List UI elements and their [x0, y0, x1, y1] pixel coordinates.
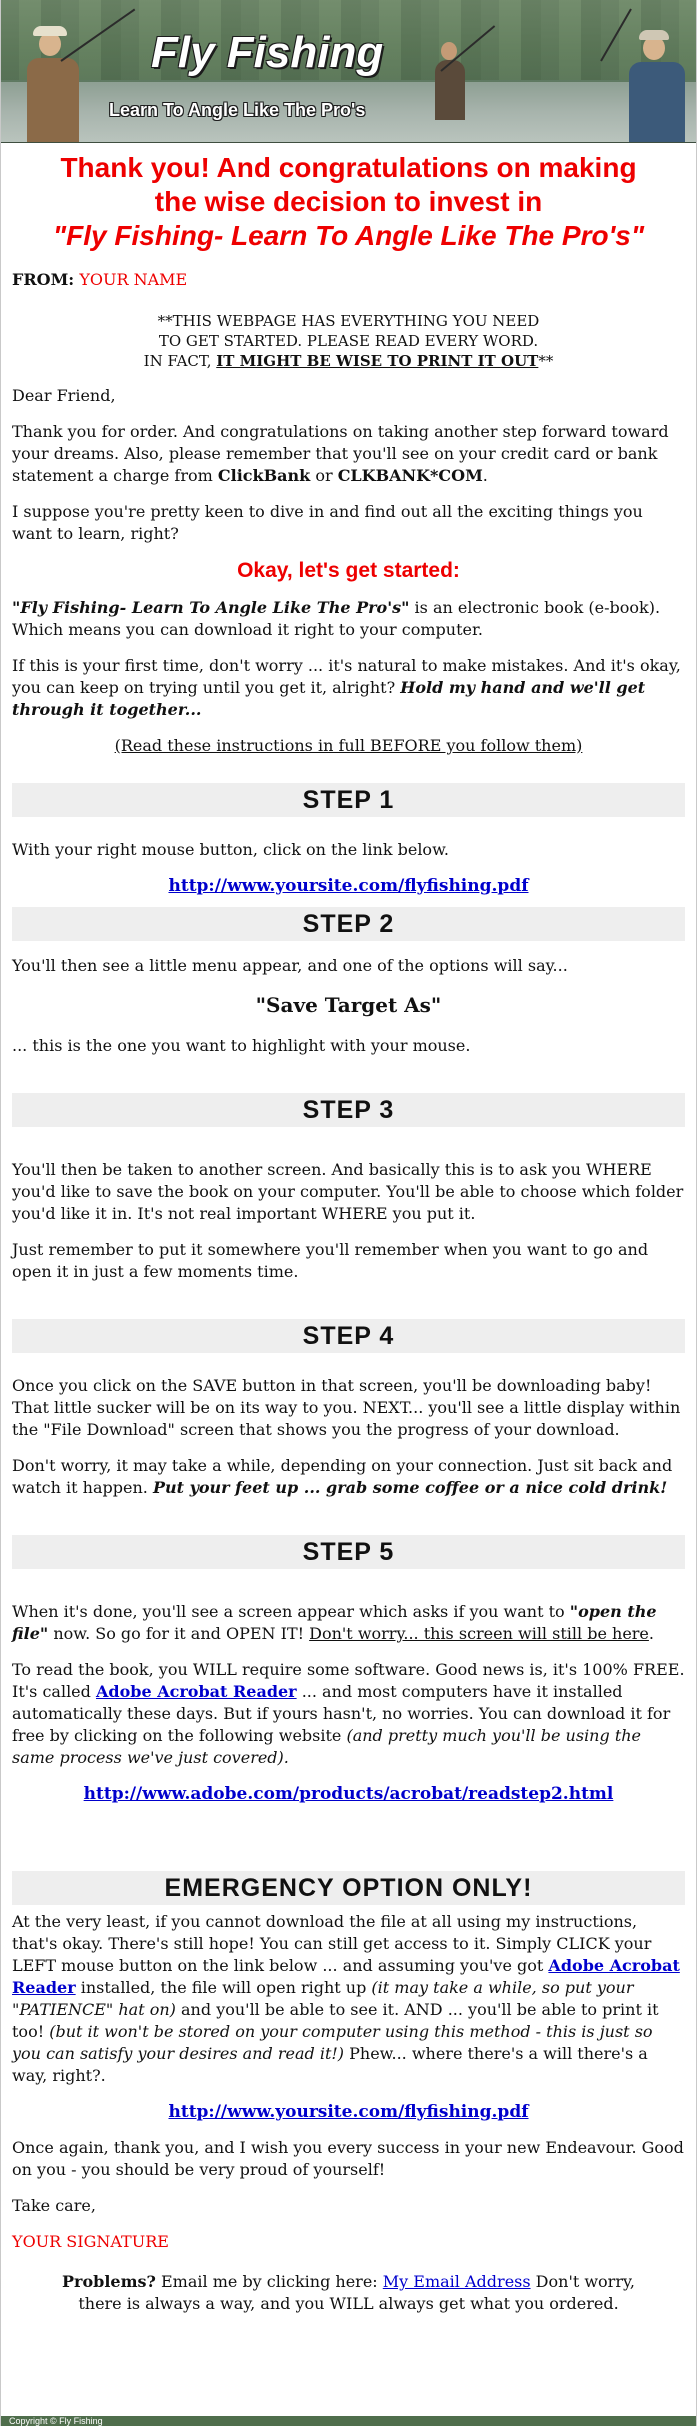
problems-label: Problems?: [62, 2272, 156, 2291]
feet-up-text: Put your feet up ... grab some coffee or a nice cold drink!: [152, 1478, 668, 1497]
headline-line-3: [12, 219, 685, 253]
notice-line-3a: IN FACT,: [143, 352, 212, 370]
step-2-after-text: ... this is the one you want to highlight with your mouse.: [12, 1036, 471, 1055]
step-1-text: With your right mouse button, click on the link below.: [12, 840, 449, 859]
problems-always-a-way: there is always a way, and you WILL always get what you ordered.: [78, 2294, 619, 2313]
from-name: YOUR NAME: [79, 270, 188, 289]
main-content: [1, 151, 696, 2315]
step-5-p1-end: .: [648, 1624, 654, 1643]
step-5-p2-more: ... and most computers have it installed automatically these days. But if yours hasn't, no worries. You can download it for free by clicking on the following website: [12, 1682, 671, 1745]
emergency-phew-text: Phew... where there's a will there's a way, right?.: [12, 2044, 648, 2085]
intro-p1-text: Thank you for order. And congratulations on taking another step forward toward your dreams. Also, please remember that you'll see on your credit card or bank statement a charge from: [12, 422, 669, 485]
intro-paragraph-2: I suppose you're pretty keen to dive in and find out all the exciting things you want to learn, right?: [12, 502, 643, 543]
first-time-text: If this is your first time, don't worry ... it's natural to make mistakes. And it's okay, you can keep on trying until you get it, alright?: [12, 656, 681, 697]
banner-subtitle: Learn To Angle Like The Pro's: [109, 100, 366, 120]
step-5-heading: STEP 5: [12, 1535, 685, 1569]
instructions-note-text: (Read these instructions in full BEFORE you follow them): [114, 736, 583, 755]
emergency-print-text: and you'll be able to see it. AND ... you'll be able to print it too!: [12, 2000, 659, 2041]
step-4-p2-text: Don't worry, it may take a while, depending on your connection. Just sit back and watch it happen.: [12, 1456, 673, 1497]
step-5-p1-open-it: now. So go for it and OPEN IT!: [53, 1624, 305, 1643]
signature: YOUR SIGNATURE: [12, 2232, 169, 2251]
first-time-paragraph: [12, 655, 685, 721]
emergency-ebook-link[interactable]: http://www.yoursite.com/flyfishing.pdf: [168, 2102, 529, 2122]
step-5-p2-italic: (and pretty much you'll be using the same process we've just covered).: [12, 1726, 642, 1767]
step-3-paragraph-2: Just remember to put it somewhere you'll remember when you want to go and open it in just a few moments time.: [12, 1240, 649, 1281]
closing-paragraph: Once again, thank you, and I wish you every success in your new Endeavour. Good on you - you should be very proud of yourself!: [12, 2138, 684, 2179]
emergency-p1-installed: installed, the file will open right up: [80, 1978, 367, 1997]
angler-photo-middle: [421, 0, 481, 142]
step-5-paragraph-2: [12, 1659, 685, 1769]
hold-my-hand-text: Hold my hand and we'll get through it together...: [12, 678, 646, 719]
step-5-paragraph-1: [12, 1601, 685, 1645]
headline-line-2: the wise decision to invest in: [154, 186, 543, 217]
intro-paragraph-1: [12, 421, 685, 487]
problems-block: [12, 2271, 685, 2315]
headline-line-1: Thank you! And congratulations on making: [60, 152, 637, 183]
notice-line-2: TO GET STARTED. PLEASE READ EVERY WORD.: [158, 332, 539, 350]
emergency-patience-text: (it may take a while, so put your "PATIENCE" hat on): [12, 1978, 634, 2019]
instructions-note: [12, 735, 685, 757]
screen-still-here-text: Don't worry... this screen will still be here: [309, 1624, 649, 1643]
footer-copyright: Copyright © Fly Fishing: [9, 2416, 103, 2426]
step-2-text: You'll then see a little menu appear, and one of the options will say...: [12, 956, 568, 975]
lets-get-started-heading: Okay, let's get started:: [237, 559, 460, 582]
emergency-paragraph: [12, 1911, 685, 2087]
take-care: Take care,: [12, 2196, 96, 2215]
problems-dont-worry: Don't worry,: [535, 2272, 635, 2291]
notice-line-3c: **: [538, 352, 554, 370]
ebook-paragraph: [12, 597, 685, 641]
save-target-as-label: "Save Target As": [255, 993, 442, 1017]
banner-title: Fly Fishing: [151, 28, 384, 77]
ebook-description: is an electronic book (e-book). Which means you can download it right to your computer.: [12, 598, 661, 639]
from-line: [12, 269, 685, 291]
step-2-heading: STEP 2: [12, 907, 685, 941]
intro-p1-end: .: [482, 466, 488, 485]
email-link[interactable]: My Email Address: [382, 2272, 531, 2291]
notice-block: [12, 311, 685, 371]
adobe-reader-link[interactable]: Adobe Acrobat Reader: [95, 1682, 297, 1701]
step-3-paragraph-1: You'll then be taken to another screen. And basically this is to ask you WHERE you'd like to save the book on your computer. You'll be able to choose which folder you'd like it in. It's not real important WHERE you put it.: [12, 1160, 684, 1223]
footer-bar: [1, 2416, 696, 2426]
open-the-file-text: "open the file": [12, 1602, 657, 1643]
notice-print-it-out: IT MIGHT BE WISE TO PRINT IT OUT: [216, 352, 539, 370]
notice-line-1: **THIS WEBPAGE HAS EVERYTHING YOU NEED: [157, 312, 540, 330]
step-1-heading: STEP 1: [12, 783, 685, 817]
adobe-download-link[interactable]: http://www.adobe.com/products/acrobat/readstep2.html: [83, 1784, 614, 1804]
step-5-p1-text: When it's done, you'll see a screen appear which asks if you want to: [12, 1602, 565, 1621]
ebook-download-link[interactable]: http://www.yoursite.com/flyfishing.pdf: [168, 876, 529, 896]
adobe-link-row: [12, 1783, 685, 1805]
problems-text: Email me by clicking here:: [161, 2272, 378, 2291]
step-4-heading: STEP 4: [12, 1319, 685, 1353]
page-headline: [12, 151, 685, 253]
clkbank-name: CLKBANK*COM: [337, 466, 483, 485]
clickbank-name: ClickBank: [217, 466, 311, 485]
emergency-heading: EMERGENCY OPTION ONLY!: [12, 1871, 685, 1905]
angler-photo-right: [621, 0, 696, 142]
step-5-p2-text: To read the book, you WILL require some software. Good news is, it's 100% FREE. It's called: [12, 1660, 685, 1701]
header-banner: [1, 0, 696, 143]
headline-product-name: "Fly Fishing- Learn To Angle Like The Pro's": [52, 220, 645, 251]
step-4-paragraph-1: Once you click on the SAVE button in that screen, you'll be downloading baby! That little sucker will be on its way to you. NEXT... you'll see a little display within the "File Download" screen that shows you the progress of your download.: [12, 1376, 681, 1439]
greeting: Dear Friend,: [12, 386, 116, 405]
emergency-link-row: [12, 2101, 685, 2123]
emergency-adobe-reader-link[interactable]: Adobe Acrobat Reader: [12, 1956, 680, 1997]
step-4-paragraph-2: [12, 1455, 685, 1499]
emergency-not-stored-text: (but it won't be stored on your computer using this method - this is just so you can satisfy your desires and read it!): [12, 2022, 653, 2063]
from-label: FROM:: [12, 270, 75, 289]
ebook-product-name: "Fly Fishing- Learn To Angle Like The Pro's": [12, 598, 410, 617]
emergency-p1-text: At the very least, if you cannot download the file at all using my instructions, that's okay. There's still hope! You can still get access to it. Simply CLICK your LEFT mouse button on the link below ... and assuming you've got: [12, 1912, 652, 1975]
angler-photo-left: [11, 0, 101, 142]
intro-or: or: [315, 466, 333, 485]
step-1-link-row: [12, 875, 685, 897]
step-3-heading: STEP 3: [12, 1093, 685, 1127]
